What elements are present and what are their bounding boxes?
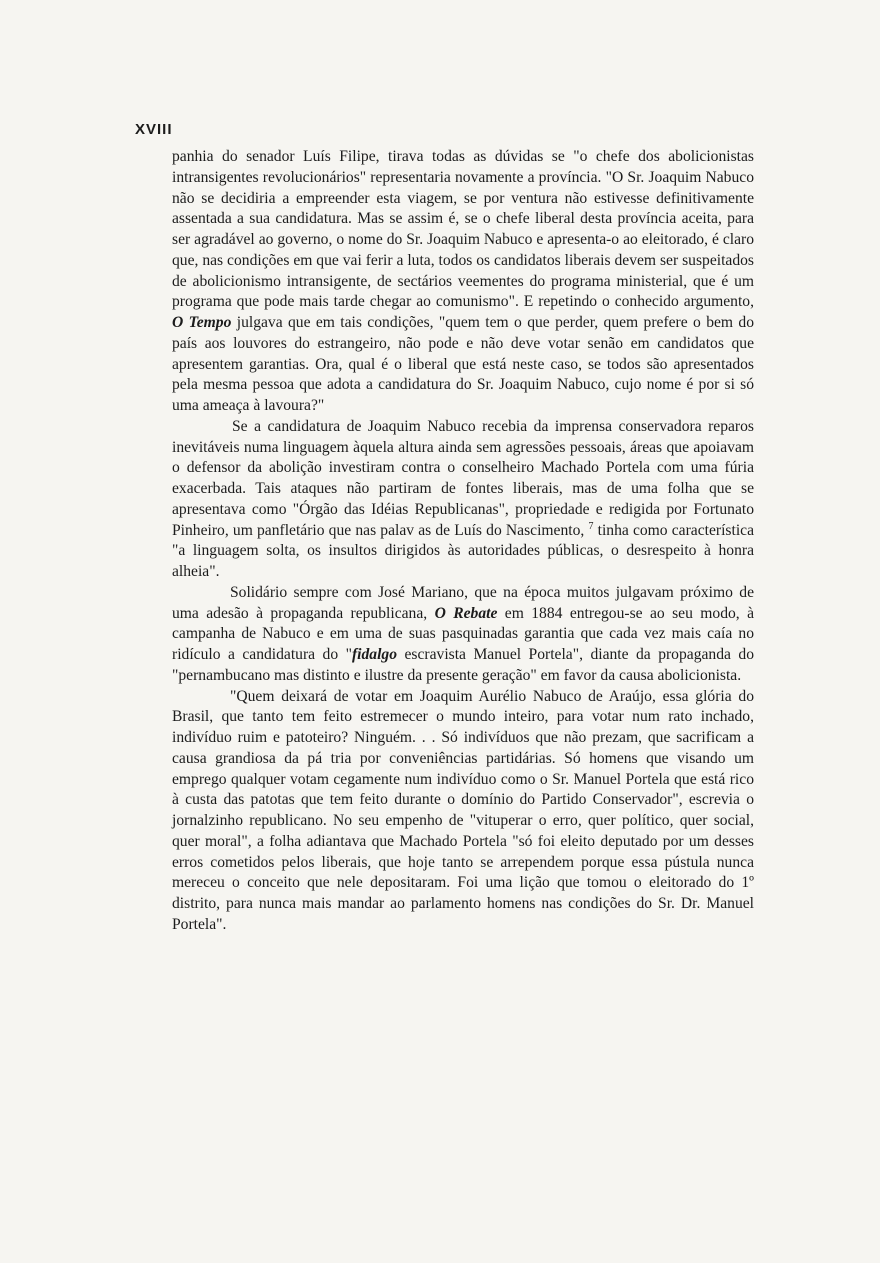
newspaper-title-italic: O Rebate [434,604,498,622]
text-run: Solidário sempre com José Mariano, que na época muitos julgavam próximo de uma adesão à propaganda republicana, [172,583,754,622]
text-run: escravista Manuel Portela", diante da propaganda do "pernambucano mas distinto e ilustre da presente geração" em favor da causa abolicionista. [172,646,754,684]
text-run: tinha como característica "a linguagem solta, os insultos dirigidos às autoridades públicas, o desrespeito à honra alheia". [172,521,754,580]
text-run: "Quem deixará de votar em Joaquim Aurélio Nabuco de Araújo, essa glória do Brasil, que tanto tem feito estremecer o mundo inteiro, para votar num rato inchado, indivíduo ruim e patoteiro? Ninguém. . . Só indivíduos que não prezam, que sacrificam a causa grandiosa da pá tria por conveniências partidárias. Só homens que visando um emprego qualquer votam cegamente num indivíduo como o Sr. Manuel Portela que está rico à custa das patotas que tem feito durante o domínio do Partido Conservador", escrevia o jornalzinho republicano. No seu empenho de "vituperar o erro, quer político, quer social, quer moral", a folha adiantava que Machado Portela "só foi eleito deputado por um desses erros cometidos pelos liberais, que hoje tanto se arrependem porque essa pústula nunca mereceu o conceito que nele depositaram. Foi uma lição que tomou o eleitorado do 1º distrito, para nunca mais mandar ao parlamento homens nas condições do Sr. Dr. Manuel Portela". [172,687,754,933]
text-run: em 1884 entregou-se ao seu modo, à campanha de Nabuco e em uma de suas pasquinadas garantia que cada vez mais caía no ridículo a candidatura do " [172,604,755,663]
body-text [172,147,754,936]
paragraph [172,583,754,687]
text-run: panhia do senador Luís Filipe, tirava todas as dúvidas se "o chefe dos abolicionistas intransigentes revolucionários" representaria novamente a província. "O Sr. Joaquim Nabuco não se decidiria a empreender esta viagem, se por ventura não estivesse definitivamente assentada a sua candidatura. Mas se assim é, se o chefe liberal desta província aceita, para ser agradável ao governo, o nome do Sr. Joaquim Nabuco e apresenta-o ao eleitorado, é claro que, nas condições em que vai ferir a luta, todos os candidatos liberais devem ser suspeitados de abolicionismo intransigente, de sectários veementes do programa ministerial, que é um programa que pode mais tarde chegar ao comunismo". E repetindo o conhecido argumento, [172,148,754,311]
newspaper-title-italic: O Tempo [172,314,232,331]
text-run: julgava que em tais condições, "quem tem o que perder, quem prefere o bem do país aos louvores do estrangeiro, não pode e não deve votar senão em candidatos que apresentem garantias. Ora, qual é o liberal que está neste caso, se todos são apresentados pela mesma pessoa que adota a candidatura do Sr. Joaquim Nabuco, cujo nome é por si só uma ameaça à lavoura?" [172,314,755,414]
paragraph [172,417,754,583]
paragraph [172,687,754,936]
paragraph [172,147,754,417]
text-run: Se a candidatura de Joaquim Nabuco recebia da imprensa conservadora reparos inevitáveis numa linguagem àquela altura ainda sem agressões pessoais, áreas que apoiavam o defensor da abolição investiram contra o conselheiro Machado Portela com uma fúria exacerbada. Tais ataques não partiram de fontes liberais, mas de uma folha que se apresentava como "Órgão das Idéias Republicanas", propriedade e redigida por Fortunato Pinheiro, um panfletário que nas palav as de Luís do Nascimento, [172,417,754,539]
page-folio: XVIII [135,121,173,138]
footnote-marker: 7 [588,520,594,532]
italic-word: fidalgo [351,646,398,663]
